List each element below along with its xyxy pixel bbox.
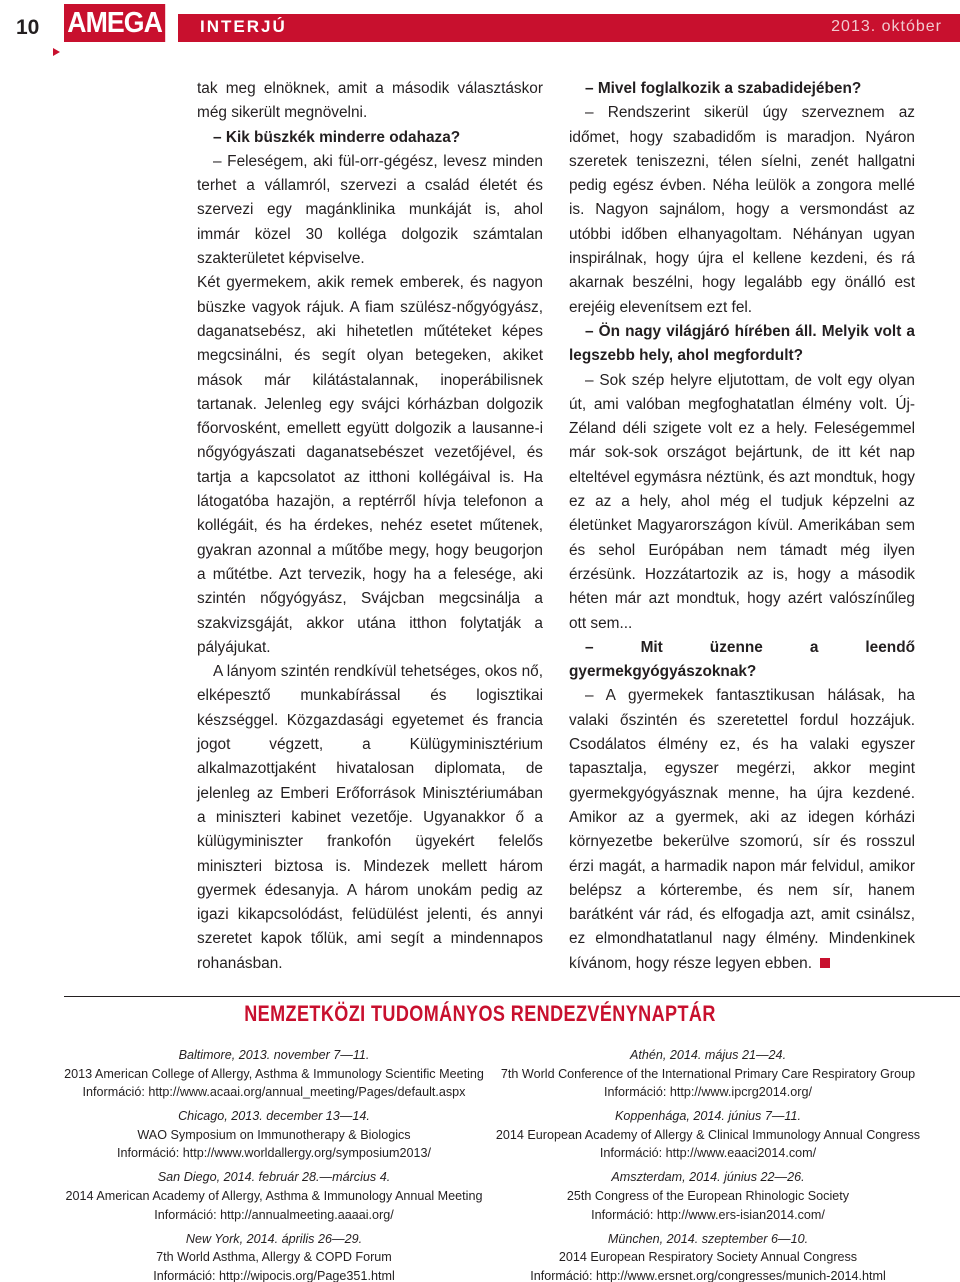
event-place-date: New York, 2014. április 26—29.	[185, 1231, 363, 1246]
event-entry	[488, 1168, 928, 1224]
event-info-link[interactable]: Információ: http://www.eaaci2014.com/	[599, 1146, 817, 1161]
event-name: 2013 American College of Allergy, Asthma & Immunology Scientific Meeting	[64, 1066, 484, 1081]
event-name: 2014 American Academy of Allergy, Asthma & Immunology Annual Meeting	[65, 1188, 483, 1203]
event-place-date: Koppenhága, 2014. június 7—11.	[614, 1109, 802, 1124]
event-info-link[interactable]: Információ: http://www.ersnet.org/congresses/munich-2014.html	[530, 1268, 886, 1282]
magazine-logo: AMEGA	[64, 4, 165, 42]
events-column-right	[488, 1046, 928, 1282]
page-number: 10	[16, 16, 40, 39]
event-place-date: Amszterdam, 2014. június 22—26.	[611, 1170, 805, 1185]
event-place-date: Athén, 2014. május 21—24.	[629, 1048, 787, 1062]
paragraph-text: – A gyermekek fantasztikusan hálásak, ha valaki őszintén és szeretettel fordul hozzájuk. Csodálatos élmény ez, és ha valaki egyszer tapasztalja, egyszer megérzi, akkor megint gyermekgyógyásznak menne, ha újra kezdené. Amikor az a gyermek, aki az idegen kórházi környezetbe bekerülve szomorú, sír és rosszul érzi magát, a harmadik napon már felvidul, amikor belépsz a kórterembe, és nem sír, hanem barátként vár rád, és elfogadja azt, amit csinálsz, ez elmondhatatlanul nagy élmény. Mindenkinek kívánom, hogy része legyen ebben.	[569, 687, 915, 972]
event-entry	[488, 1107, 928, 1163]
event-place-date: Chicago, 2013. december 13—14.	[178, 1109, 370, 1124]
event-info-link[interactable]: Információ: http://www.ipcrg2014.org/	[604, 1085, 812, 1100]
event-info-link[interactable]: Információ: http://wipocis.org/Page351.html	[153, 1268, 395, 1282]
event-name: 7th World Asthma, Allergy & COPD Forum	[156, 1250, 392, 1265]
article-column-left	[197, 77, 543, 976]
article-column-right	[569, 77, 915, 976]
paragraph: – Rendszerint sikerül úgy szerveznem az időmet, hogy szabadidőm is maradjon. Nyáron szeretek teniszezni, télen síelni, zenét hallgatni pedig egész évben. Néha leülök a zongora mellé is. Nagyon sajnálom, hogy a versmondást az utóbbi időben elhanyagoltam. Néhányan ugyan inspirálnak, hogy újra el kellene kezdeni, és rá akarnak beszélni, hogy legalább egy önálló est erejéig elevenítsem ezt fel.	[569, 104, 915, 316]
arrow-right-icon	[53, 48, 60, 56]
section-label: INTERJÚ	[200, 17, 287, 36]
event-info-link[interactable]: Információ: http://www.worldallergy.org/symposium2013/	[116, 1146, 432, 1161]
event-place-date: München, 2014. szeptember 6—10.	[607, 1231, 809, 1246]
event-name: 2014 European Respiratory Society Annual Congress	[558, 1250, 858, 1265]
paragraph: Két gyermekem, akik remek emberek, és nagyon büszke vagyok rájuk. A fiam szülész-nőgyógyász, daganatsebész, aki hihetetlen műtéteket képes megcsinálni, és segít olyan betegeken, akiket mások már kilátástalannak, inoperábilisnek tartanak. Jelenleg egy svájci kórházban dolgozik főorvosként, emellett együtt dolgozik a lausanne-i nőgyógyászati daganatsebészet vezetőjével, és tartja a kapcsolatot az itthoni kollégáival is. Ha látogatóba hazajön, a reptérről hívja telefonon a kollégáit, és ha érdekes, nehéz esetet műtenek, gyakran azonnal a műtőbe megy, hogy beugorjon a műtétbe. Azt tervezik, hogy ha a felesége, aki szintén nőgyógyász, Svájcban megcsinálja a szakvizsgáját, akkor utána itthon folytatják a pályájukat.	[197, 274, 543, 656]
event-entry	[488, 1230, 928, 1282]
event-name: 25th Congress of the European Rhinologic Society	[566, 1188, 850, 1203]
event-info-link[interactable]: Információ: http://www.acaai.org/annual_meeting/Pages/default.aspx	[82, 1085, 466, 1100]
paragraph: – Feleségem, aki fül-orr-gégész, levesz minden terhet a vállamról, szervezi a család életét és szervezi egy magánklinika munkáját is, ahol immár közel 30 kolléga dolgozik számtalan szakterületet képviselve.	[197, 152, 543, 268]
event-entry	[54, 1046, 494, 1102]
page-header	[0, 0, 960, 58]
issue-date: 2013. október	[831, 18, 942, 35]
event-info-link[interactable]: Információ: http://annualmeeting.aaaai.org/	[154, 1207, 394, 1222]
event-place-date: San Diego, 2014. február 28.—március 4.	[157, 1170, 391, 1185]
event-name: WAO Symposium on Immunotherapy & Biologics	[137, 1127, 411, 1142]
event-entry	[54, 1107, 494, 1163]
events-title: NEMZETKÖZI TUDOMÁNYOS RENDEZVÉNYNAPTÁR	[244, 1001, 716, 1026]
event-place-date: Baltimore, 2013. november 7—11.	[178, 1048, 370, 1062]
interview-question: – Ön nagy világjáró hírében áll. Melyik volt a legszebb hely, ahol megfordult?	[569, 322, 915, 365]
end-of-article-square-icon	[820, 958, 830, 968]
event-name: 7th World Conference of the International Primary Care Respiratory Group	[500, 1066, 916, 1081]
events-column-left	[54, 1046, 494, 1282]
events-divider	[64, 996, 960, 997]
interview-question: – Mivel foglalkozik a szabadidejében?	[585, 80, 862, 97]
paragraph: tak meg elnöknek, amit a második választáskor még sikerült megnövelni.	[197, 80, 543, 122]
event-info-link[interactable]: Információ: http://www.ers-isian2014.com/	[591, 1207, 825, 1222]
event-entry	[54, 1230, 494, 1282]
interview-question: – Kik büszkék minderre odahaza?	[213, 128, 461, 146]
paragraph-final	[569, 684, 915, 976]
paragraph: A lányom szintén rendkívül tehetséges, okos nő, elképesztő munkabírással és logisztikai készséggel. Közgazdasági egyetemet és francia jogot végzett, a Külügyminisztérium alkalmazottjaként hivatalosan diplomata, de jelenleg az Emberi Erőforrások Minisztériumában a miniszteri kabinet vezetője. Ugyanakkor ő a külügyminiszter frankofón ügyekért felelős miniszteri biztosa is. Mindezek mellett három gyermek édesanyja. A három unokám pedig az igazi kikapcsolódást, felüdülést jelenti, és annyi szeretet kapok tőlük, ami segít a mindennapos rohanásban.	[197, 663, 543, 972]
interview-question: – Mit üzenne a leendő gyermekgyógyászoknak?	[569, 638, 915, 681]
event-name: 2014 European Academy of Allergy & Clinical Immunology Annual Congress	[495, 1127, 921, 1142]
event-entry	[488, 1046, 928, 1102]
event-entry	[54, 1168, 494, 1224]
paragraph: – Sok szép helyre eljutottam, de volt egy olyan út, ami valóban megfoghatatlan élmény volt. Új-Zéland déli szigete volt ez a hely. Feleségemmel már sok-sok országot bejártunk, de itt két nap elteltével egymásra néztünk, és azt mondtuk, hogy ez az a hely, ahol még el tudjuk képzelni az életünket Magyarországon kívül. Amerikában sem és sehol Európában nem támadt még ilyen érzésünk. Hozzátartozik az is, hogy a második héten már azt mondtuk, hogy azért valószínűleg ott sem...	[569, 371, 915, 632]
